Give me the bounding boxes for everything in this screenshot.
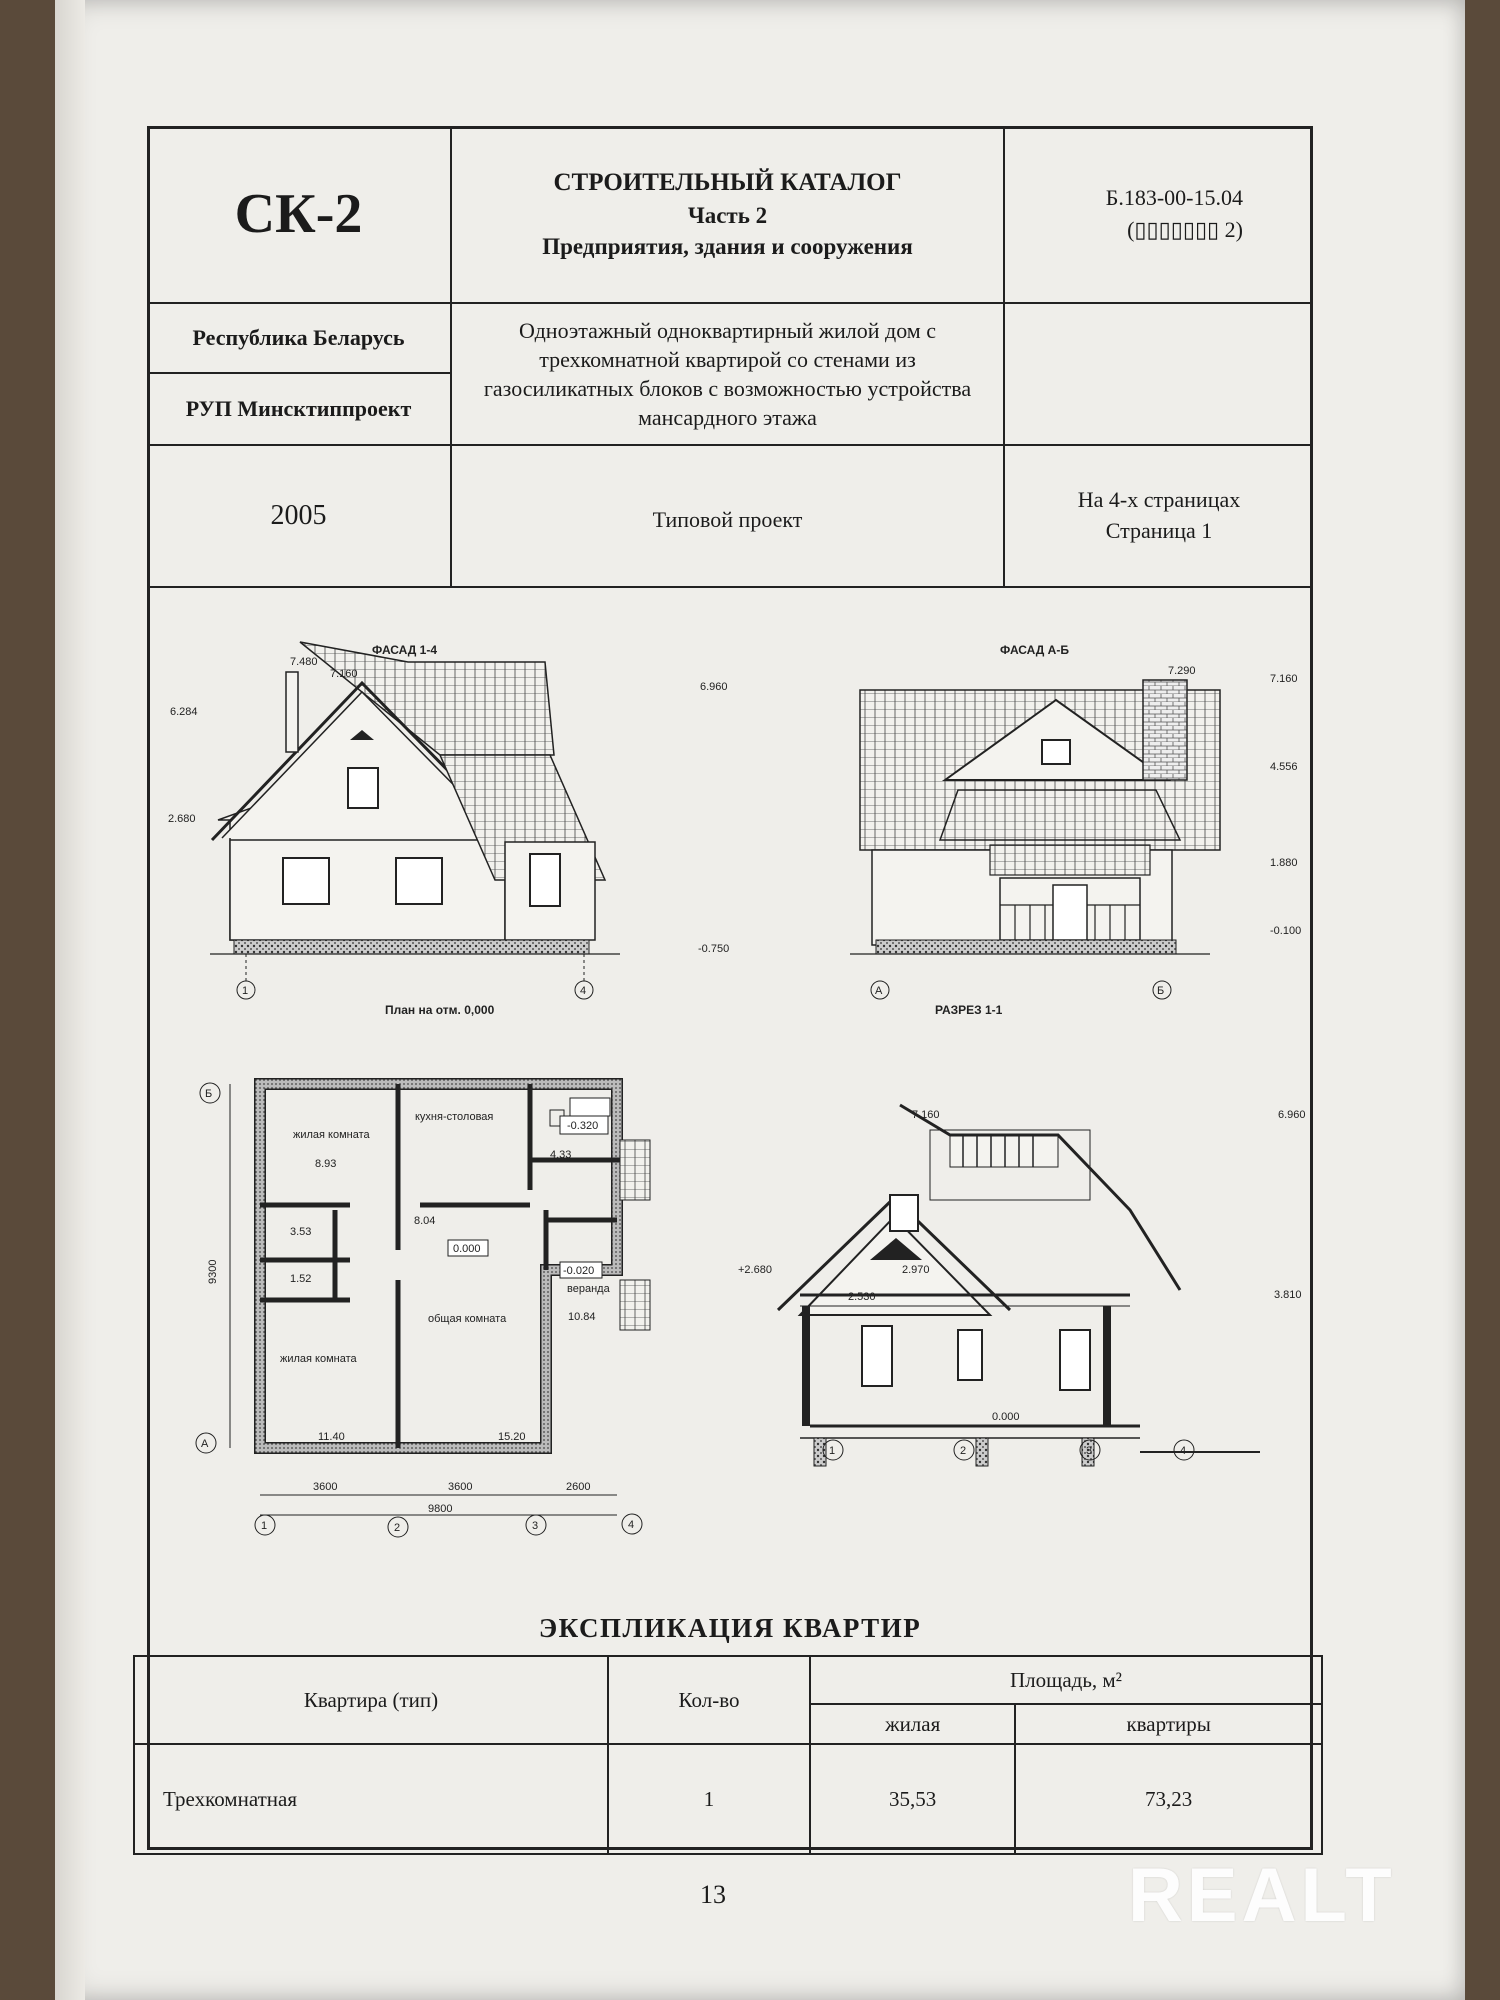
catalog-part: Часть 2 — [687, 202, 768, 228]
axis-1-label: 1 — [242, 985, 249, 997]
section-axis-3-label: 3 — [1086, 1445, 1093, 1457]
dim-3600-b: 3600 — [448, 1481, 473, 1493]
table-row — [134, 1744, 1322, 1854]
page-edge — [55, 0, 85, 2000]
section-1-1 — [738, 1105, 1306, 1466]
facade-a-b-title: ФАСАД А-Б — [1000, 643, 1069, 657]
mark-minus-0100: -0.100 — [1270, 925, 1302, 937]
section-roof-truss — [950, 1135, 1058, 1167]
catalog-title: СТРОИТЕЛЬНЫЙ КАТАЛОГ — [553, 169, 902, 197]
dim-2600: 2600 — [566, 1481, 591, 1493]
doc-number-sub: (▯▯▯▯▯▯▯ 2) — [1127, 217, 1243, 242]
facade-1-4-window-top — [348, 768, 378, 808]
chimney — [286, 672, 298, 752]
project-type: Типовой проект — [452, 446, 1005, 588]
col-living-header: жилая — [810, 1704, 1015, 1744]
section-mark-6960: 6.960 — [1278, 1109, 1306, 1121]
wc-area: 1.52 — [290, 1273, 312, 1285]
facade-a-b-lower-roof — [940, 790, 1180, 840]
catalog-code: СК-2 — [147, 126, 452, 304]
project-description: Одноэтажный одноквартирный жилой дом с трехкомнатной квартирой со стенами из газосиликатных блоков с возможностью устройства мансардного этажа — [452, 304, 1005, 446]
facade-a-b-plinth — [876, 940, 1176, 954]
dim-3600-a: 3600 — [313, 1481, 338, 1493]
catalog-title-cell — [452, 126, 1005, 304]
dim-9800: 9800 — [428, 1503, 453, 1515]
porch-roof — [990, 845, 1150, 875]
level-minus-0320: -0.320 — [567, 1120, 599, 1132]
bath-area: 3.53 — [290, 1226, 312, 1238]
col-count-header: Кол-во — [608, 1656, 810, 1744]
level-0000: 0.000 — [453, 1243, 481, 1255]
mark-6960: 6.960 — [700, 681, 728, 693]
facade-a-b-chimney — [1143, 680, 1187, 780]
section-mark-7160: 7.160 — [912, 1109, 940, 1121]
room-living-1-area: 8.93 — [315, 1158, 337, 1170]
mark-4556: 4.556 — [1270, 761, 1298, 773]
country: Республика Беларусь — [147, 304, 452, 374]
room-veranda-area: 10.84 — [568, 1311, 596, 1323]
plan-axis-a-label: А — [201, 1438, 209, 1450]
section-axis-2-label: 2 — [960, 1445, 967, 1457]
pages-total: На 4-х страницах — [1077, 487, 1241, 513]
facade-1-4-window-side — [530, 854, 560, 906]
room-living-2-area: 11.40 — [318, 1431, 345, 1443]
axis-b-label: Б — [1157, 985, 1165, 997]
plan-axis-3-label: 3 — [532, 1520, 539, 1532]
facade-1-4-title: ФАСАД 1-4 — [372, 643, 438, 657]
pages-info — [1005, 446, 1313, 588]
room-living-1-name: жилая комната — [293, 1129, 370, 1141]
facade-1-4-window-right — [396, 858, 442, 904]
plan-title: План на отм. 0,000 — [385, 1003, 495, 1017]
title-block — [147, 126, 1313, 588]
plan-axis-b-label: Б — [205, 1088, 213, 1100]
row-total: 73,23 — [1015, 1744, 1322, 1854]
realt-watermark: REALT — [1128, 1853, 1396, 1938]
mark-7290: 7.290 — [1168, 665, 1196, 677]
room-veranda-name: веранда — [567, 1283, 610, 1295]
mark-7480: 7.480 — [290, 656, 318, 668]
explication-title: ЭКСПЛИКАЦИЯ КВАРТИР — [538, 1613, 922, 1643]
room-common-name: общая комната — [428, 1313, 507, 1325]
section-axis-1-label: 1 — [829, 1445, 836, 1457]
doc-number: Б.183-00-15.04 — [1105, 185, 1243, 211]
row-count: 1 — [608, 1744, 810, 1854]
porch-door — [1053, 885, 1087, 940]
level-minus-0020: -0.020 — [563, 1265, 595, 1277]
section-mark-2680: +2.680 — [738, 1264, 772, 1276]
section-mark-2970: 2.970 — [902, 1264, 930, 1276]
hall-area: 4.33 — [550, 1149, 572, 1161]
row-living: 35,53 — [810, 1744, 1015, 1854]
drawings-area — [150, 590, 1310, 1610]
mark-minus-0750: -0.750 — [698, 943, 730, 955]
dim-9300: 9300 — [207, 1259, 219, 1284]
page-current: Страница 1 — [1105, 518, 1213, 543]
section-title: РАЗРЕЗ 1-1 — [935, 1003, 1003, 1017]
mark-7160: 7.160 — [330, 668, 358, 680]
page-number: 13 — [700, 1880, 726, 1909]
col-area-header: Площадь, м² — [810, 1656, 1322, 1704]
mark-ab-7160: 7.160 — [1270, 673, 1298, 685]
mark-6284: 6.284 — [170, 706, 198, 718]
col-type-header: Квартира (тип) — [134, 1656, 608, 1744]
section-mark-2530: 2.530 — [848, 1291, 876, 1303]
explication-table — [133, 1655, 1323, 1855]
mark-1880: 1.880 — [1270, 857, 1298, 869]
facade-1-4-plinth — [234, 940, 589, 954]
room-kitchen-area: 8.04 — [414, 1215, 436, 1227]
facade-a-b — [850, 643, 1301, 999]
plan-axis-2-label: 2 — [394, 1522, 401, 1534]
section-mark-0000: 0.000 — [992, 1411, 1020, 1423]
doc-number-cell — [1005, 126, 1313, 304]
organization: РУП Минсктиппроект — [147, 374, 452, 446]
axis-4-label: 4 — [580, 985, 587, 997]
room-kitchen-name: кухня-столовая — [415, 1111, 494, 1123]
facade-1-4 — [168, 642, 729, 999]
catalog-section: Предприятия, здания и сооружения — [542, 233, 913, 259]
drawings-svg — [150, 590, 1310, 1610]
room-living-2-name: жилая комната — [280, 1353, 357, 1365]
plan-axis-4-label: 4 — [628, 1519, 635, 1531]
floor-plan — [196, 1083, 650, 1537]
room-common-area: 15.20 — [498, 1431, 526, 1443]
empty-cell — [1005, 304, 1313, 446]
facade-1-4-wall — [230, 840, 505, 940]
section-mark-3810: 3.810 — [1274, 1289, 1302, 1301]
section-axis-4-label: 4 — [1180, 1445, 1187, 1457]
row-type: Трехкомнатная — [134, 1744, 608, 1854]
facade-a-b-window — [1042, 740, 1070, 764]
axis-a-label: А — [875, 985, 883, 997]
mark-2680: 2.680 — [168, 813, 196, 825]
plan-axis-1-label: 1 — [261, 1520, 268, 1532]
year: 2005 — [147, 446, 452, 588]
facade-1-4-window-left — [283, 858, 329, 904]
col-total-header: квартиры — [1015, 1704, 1322, 1744]
